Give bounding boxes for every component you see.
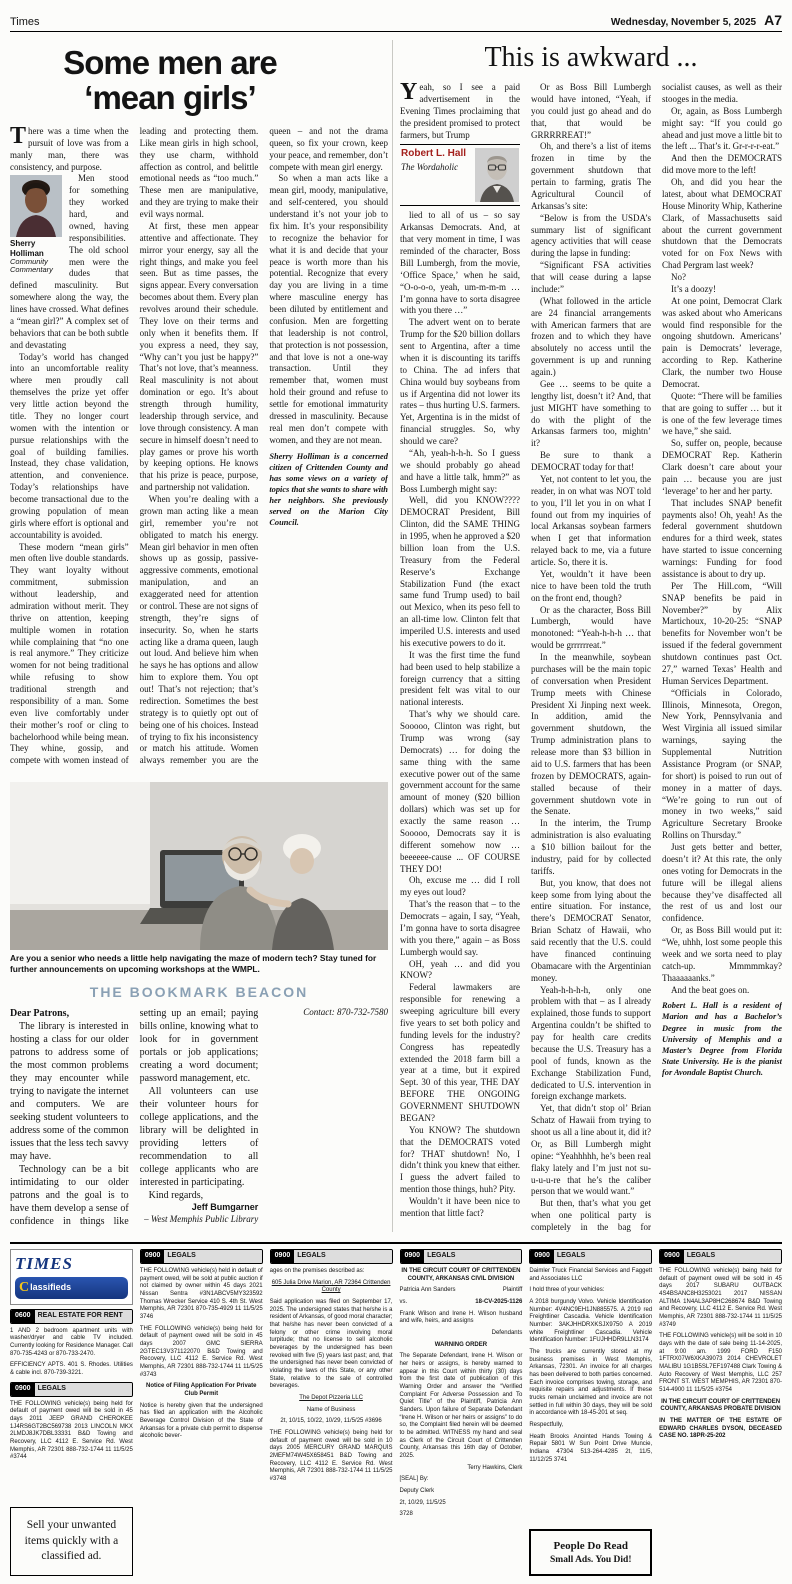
author-name: Sherry Holliman (10, 239, 44, 258)
article-paragraph: Yet, that didn’t stop ol’ Brian Schatz of Hawaii from trying to shoot us all a line about it, did it? Or, as Bill Lumbergh might opine: “Yeahhhhh, he’s been real flaky lately and I’m just not su-u-u-u-re that he’s the caliber person that we would want.” (531, 1103, 651, 1197)
defendants-label: Defendants (491, 1329, 523, 1336)
issue-date: Wednesday, November 5, 2025 (610, 17, 757, 28)
article-paragraph: Men stood for something they worked hard, and owned, having responsibilities. The old school men were the dudes that defined masculinity. But somewhere along the way, the lines have crossed. What defines a “mean girl?” A complex set of behaviors that can be both subtle and devastating (10, 173, 129, 350)
category-label: LEGALS (684, 1250, 781, 1263)
article-paragraph: Per The Hill.com, “Will SNAP benefits be paid in November?” by Alix Martichoux, 10-20-25: “SNAP benefits for November won’t be issued if the federal government shutdown continues past Oct. 27,” warned Texas’ Health and Human Services Department. (662, 580, 782, 686)
article-this-is-awkward (400, 40, 782, 1234)
house-ad-line2: Small Ads. You Did! (550, 1554, 632, 1565)
article-paragraph: At one point, Democrat Clark was asked about who Americans would find responsible for the ongoing shutdown. Americans’ pain is Democrats’ leverage, according to Rep. Katherine Clark, the number two House Democrat. (662, 295, 782, 389)
classified-ad-efficiency: EFFICIENCY APTS. 401 S. Rhodes. Utilities & cable incl. 870-739-3221. (10, 1362, 133, 1376)
article-paragraph: At first, these men appear attentive and affectionate. They mirror your energy, say all the right things, and make you feel seen. But as time passes, the signs appear. Every conversation becomes about them. Every plan revolves around their schedule. They love on their terms and only when it benefits them. If you express a need, they say, “Why can’t you just be happy?” That’s not love, that’s meanness. Real masculinity is not about domination or ego. It’s about strength through humility, leadership through service, and love through consistency. A man secure in himself doesn’t need to play games or prove his worth by keeping options. He knows that his prize is peace, purpose, and partnership not validation. (139, 220, 259, 493)
vs-label: vs. (399, 1298, 408, 1305)
article-paragraph: But, you know, that does not keep some from lying about the entire situation. For instance, there’s DEMOCRAT Senator, Brian Schatz of Hawaii, who said recently that the U.S. could have financed continuing Obamacare with the Argentinian money. (531, 877, 651, 983)
portrait-sherry-holliman (10, 175, 62, 237)
estate-notice: IN THE MATTER OF THE ESTATE OF EDWARD CHARLES DYSON, DECEASED CASE NO. 18PR-25-202 (659, 1418, 782, 1440)
signature-org: – West Memphis Public Library (144, 1213, 259, 1224)
legal-notice-nissan-sentra: THE FOLLOWING vehicle(s) held in default of payment owed, will be sold at public auction if not claimed by owner within 45 days 2021 Nissan Sentra #3N1ABCV5MY323592 Thomas Wrecker Service 410 S. 4th St. West Memphis, AR 72301 870-735-4929 11 11/5/25 3746 (139, 1267, 263, 1320)
legal-notice-addressee: Daimler Truck Financial Services and Faggett and Associates LLC (529, 1267, 653, 1282)
author-box (10, 175, 64, 275)
classifieds-section (10, 1242, 782, 1576)
article-paragraph: Be sure to thank a DEMOCRAT today for that! (531, 450, 651, 472)
defendants-names: Frank Wilson and Irene H. Wilson husband and wife, heirs, and assigns (399, 1310, 523, 1325)
article-paragraph: Or as Boss Bill Lumbergh would have intoned, “Yeah, if you could just go ahead and do that, that would be GRRRRREAT!” (531, 82, 651, 140)
article-paragraph: These modern “mean girls” men often live double standards. They want loyalty without commitment, submission without leadership, and admiration without merit. They thrive on attention, keeping multiple women in rotation while complaining that “no one is real anymore.” They criticize women for not being traditional while refusing to show traditional strength and responsibility of a man. Some even live comfortably under their mother’s roof or cling to bachelorhood while being mean. They whine, gossip, and compete with women instead of leading and protecting them. Like mean girls in high school, they use charm, withhold affection as control, and belittle emotional needs as “too much.” These men are manipulative, and they are trying to make their evil ways normal. (10, 125, 259, 766)
logo-classifieds-text: lassifieds (30, 1281, 72, 1292)
house-ad-small-ads (529, 1529, 652, 1576)
category-code: 0900 (141, 1250, 165, 1263)
court-heading-civil: IN THE CIRCUIT COURT OF CRITTENDEN COUNTY, ARKANSAS CIVIL DIVISION (401, 1267, 521, 1282)
article-paragraph: No? (671, 272, 686, 282)
logo-classifieds-bar (15, 1277, 128, 1299)
seal-line: [SEAL] By: (399, 1476, 429, 1483)
classifieds-column-1 (10, 1249, 133, 1576)
article-paragraph: Technology can be a bit intimidating to our older patrons and the goal is to have them develop a sense of confidence in things like setting up an email; paying bills online, knowing what to look for in government portals or job applications; creating a word document; password management, etc. (10, 1008, 259, 1227)
article-paragraph: And the beat goes on. (671, 984, 750, 995)
article-paragraph: It’s a doozy! (671, 283, 716, 294)
legal-notice-gmc-sierra: THE FOLLOWING vehicle(s) being held for default of payment owed will be sold in 45 days 2007 GMC SIERRA 2GTEC13V371122070 B&D Towing and Recovery, LLC 4112 E. Service Rd. West Memphis, AR 72301 888-732-1744 11 11/5/25 #3743 (139, 1325, 263, 1378)
publication-dates: 2t, 10/29, 11/5/25 (399, 1499, 446, 1506)
lead-paragraph: Yeah, so I see a paid advertisement in the Evening Times proclaiming that the president promised to protect farmers, but Trump (400, 82, 520, 140)
category-label: LEGALS (294, 1250, 391, 1263)
article-paragraph: So when a man acts like a mean girl, moody, manipulative, and self-centered, you should understand it’s not your job to fix him. It’s your responsibility to recognize the behavior for what it is and decide that your peace is worth more than his potential. Recognize that every day you are living in a time where masculine energy has been diluted by entitlement and confusion. Men are forgetting that leadership is not control, that protection is not possession, and that love is not a one-way transaction. Until they remember that, women must hold their ground and refuse to settle for emotional immaturity dressed in masculinity. Because real men don’t compete with women, and they are not mean. (269, 173, 388, 445)
case-number: 18-CV-2025-1126 (475, 1298, 523, 1305)
bookmark-letter (10, 1007, 388, 1233)
article-paragraph: Yeah-h-h-h-h, only one problem with that – as I already explained, those funds to support Argentina couldn’t be shifted to pay for health care credits because the U.S. Treasury has a pool of funds, known as the Exchange Stabilization Fund, dedicated to U.S. intervention in foreign exchange markets. (531, 984, 651, 1102)
article-mean-girls (10, 40, 388, 776)
classifieds-column-5 (529, 1249, 652, 1576)
article-paragraph: In the meanwhile, soybean purchases will be the main topic of conversation when President Trump meets with Chinese President Xi Jinping next week. In addition, amid the government shutdown, the Trump administration plans to release more than $3 billion in aid to U.S. farmers that has been frozen by DEMOCRATS, again-stalled because of their government shutdown vote in the Senate. (531, 652, 651, 817)
author-role: The Wordaholic (401, 161, 459, 172)
article-paragraph: So, suffer on, people, because DEMOCRAT Rep. Katherin Clark doesn’t care about your pain … because you are just ‘leverage’ to her and her party. (662, 438, 782, 496)
contact-line: Contact: 870-732-7580 (303, 1007, 388, 1017)
article-paragraph: “Officials in Colorado, Illinois, Minnesota, Oregon, New York, Pennsylvania and West Virginia all issued similar warnings, saying the Supplemental Nutrition Assistance Program (or SNAP, for short) is poised to run out of money in a matter of days. “We’re going to run out of money in two weeks,” said Agriculture Secretary Brooke Rollins on Thursday.” (662, 687, 782, 841)
signature-name: Jeff Bumgarner (191, 1202, 259, 1212)
article-paragraph: OH, yeah … and did you KNOW? (400, 958, 520, 981)
classified-ad-apartments: 1 AND 2 bedroom apartment units with washer/dryer and cable TV included. Currently looking for Residence Manager. Call 870-735-4243 or 870-733-2470. (10, 1327, 133, 1357)
legal-notice-ford-chevrolet: THE FOLLOWING vehicle(s) will be sold in 10 days with the date of sale being 11-14-2025, at 9:00 am. 1999 FORD F150 1FTRX07W6XKA39073 2014 CHEVROLET MALIBU 1G1B5SL7EF197488 Clark Towing & Auto Recovery of West Memphis, LLC 257 FRONT ST. WEST MEMPHIS, AR 72301 870-514-4900 11 11/5/25 #3754 (659, 1333, 782, 1394)
legal-notice-premises-address: 605 Julia Drive Marion, AR 72364 Crittenden County (271, 1279, 391, 1294)
category-header-legals (10, 1382, 133, 1397)
category-label: LEGALS (164, 1250, 261, 1263)
article-paragraph: But then, that’s what you get when one political party is completely in the bag for socialist causes, as well as their stooges in the media. (531, 82, 782, 1232)
classifieds-column-2 (140, 1249, 263, 1576)
legal-notice-permit-continued: ages on the premises described as: (269, 1267, 365, 1274)
article-body (400, 82, 782, 1234)
category-code: 0900 (11, 1383, 35, 1396)
legal-notice-mercury-marquis: THE FOLLOWING vehicle(s) being held for default of payment owed will be sold in 10 days 2005 MERCURY GRAND MARQUIS 2MEFM74W45X658451 B&D Towing and Recovery, LLC 4112 E. Service Rd. West Memphis, AR 72301 888-732-1744 11 11/5/25 #3748 (269, 1430, 393, 1483)
category-label: LEGALS (554, 1250, 651, 1263)
masthead-bar (10, 8, 782, 32)
article-paragraph: Wouldn’t it have been nice to mention that little fact? (400, 1196, 520, 1218)
author-bio: Robert L. Hall is a resident of Marion and has a Bachelor’s Degree in music from the University of Memphis and a Master’s Degree from Florida State University. He is the pianist for Avondale Baptist Church. (662, 1001, 782, 1077)
article-paragraph: It was the first time the fund had been used to help stabilize a foreign currency that a sitting president felt was vital to our national interests. (400, 649, 520, 708)
court-heading-probate: IN THE CIRCUIT COURT OF CRITTENDEN COUNTY, ARKANSAS PROBATE DIVISION (660, 1398, 781, 1413)
article-paragraph: “Significant FSA activities that will cease during a lapse include:” (531, 260, 651, 294)
business-name: The Depot Pizzeria LLC (299, 1395, 363, 1402)
category-code: 0900 (660, 1250, 684, 1263)
category-header-legals (140, 1249, 263, 1264)
times-classifieds-logo (10, 1249, 133, 1305)
clerk-name: Terry Hawkins, Clerk (467, 1464, 523, 1471)
category-code: 0600 (11, 1310, 35, 1323)
legal-notice-trucks-body: The trucks are currently stored at my business premises in West Memphis, Arkansas, 72301. An invoice for all charges has been delivered to both parties concerned. Each invoice comprises towing, storage, and requisite repairs and adjustments. If these trucks remain unclaimed and invoice are not settled in full within 30 days, they will be sold in accordance with 18-45-201 et seq. (529, 1349, 653, 1417)
photo-caption: Are you a senior who needs a little help navigating the maze of modern tech? Stay tuned for further announcements on upcoming workshops at the WMPL. (10, 953, 377, 974)
article-paragraph: Oh, excuse me … did I roll my eyes out loud? (400, 875, 520, 898)
page-number: A7 (764, 12, 782, 28)
legal-notice-club-permit-title: Notice of Filing Application For Private Club Permit (146, 1383, 257, 1398)
article-paragraph: Quote: “There will be families that are going to suffer … but it is one of the few leverage times we have,” she said. (662, 390, 782, 437)
salutation: Dear Patrons, (10, 1008, 70, 1019)
article-paragraph: Yet, not content to let you, the reader, in on what was NOT told to you, I’ll let you in on what I found out from my inquiries of local Arkansas soybean farmers when I get that information relayed back to me, via a future article. So, there it is. (531, 473, 651, 567)
category-header-legals (400, 1249, 523, 1264)
article-paragraph: In the interim, the Trump administration is also evaluating a $10 billion bailout for the industry, paid for by collected tariffs. (531, 818, 651, 876)
article-paragraph: Today’s world has changed into an uncomfortable reality where men proudly call themselves the prize yet offer very little action beyond the title. They no longer court women with the intention or pursue relationships with the goal of building families. Instead, they chase validation, attention, and convenience. Today’s relationships have become transactional due to the growing population of mean girls where effort is optional and accountability is avoided. (10, 351, 129, 540)
category-code: 0900 (401, 1250, 425, 1263)
article-paragraph: Yet, wouldn’t it have been nice to have been told the truth on the front end, though? (531, 568, 651, 603)
plaintiff-label: Plaintiff (502, 1287, 523, 1294)
article-paragraph: You KNOW? The shutdown that the DEMOCRATS voted for? THAT shutdown! No, I didn’t think you knew that either. I guess the advert failed to mention those things, huh? Pity. (400, 1124, 520, 1195)
article-paragraph: Oh, and there’s a list of items frozen in time by the government shutdown that pertain to farming, gratis The Agricultural Council of Arkansas’s site: (531, 141, 651, 211)
article-paragraph: Or, again, as Boss Lumbergh might say: “If you could go ahead and just move a little bit to the left ... That’s it. Gr-r-r-r-eat.” (662, 105, 782, 152)
deputy-clerk-line: Deputy Clerk (399, 1488, 435, 1495)
bookmark-beacon-section (10, 984, 388, 1233)
article-paragraph: Gee … seems to be quite a lengthy list, doesn’t it? And, that just MIGHT have something to do with the plight of the Arkansas farmers too, mightn’ it? (531, 378, 651, 449)
house-ad-line1: People Do Read (553, 1540, 629, 1553)
article-paragraph: The advert went on to berate Trump for the $20 billion dollars sent to Argentina, after a time when it is discounting its tariffs to China. The ad infers that China would buy soybeans from us if Argentina did not lower its rates – thus hurting U.S. farmers. Yet, Argentina is in the midst of financial struggles. So, why should we care? (400, 317, 520, 446)
article-paragraph: That’s why we should care. Sooooo, Clinton was right, but Trump was wrong (say Democrats) … for doing the same thing with the same executive power out of the same government account for the same amount of money ($20 billion dollars) which was set up for exactly the same reason … Sooooo, Democrats say it is different somehow now … beeeeee-cause ... OF COURSE THEY DO! (400, 709, 520, 874)
article-paragraph: And then the DEMOCRATS did move more to the left! (662, 153, 782, 176)
article-paragraph: Federal lawmakers are responsible for renewing a sweeping agriculture bill every five years to set both policy and funding levels for the industry? Congress has repeatedly extended the 2018 farm bill a year at a time, but it expired Sept. 30 of this year, THE DAY BEFORE THE ONGOING GOVERNMENT SHUTDOWN BEGAN? (400, 982, 520, 1123)
article-paragraph: Well, did you KNOW???? DEMOCRAT President, Bill Clinton, did the SAME THING in 1995, when he approved a $20 billion loan from the U.S. Treasury from the Federal Reserve’s Exchange Stabilization Fund (the exact same fund Trump used) to bail out Mexico, when its peso fell to an all-time low. Clinton felt that imperiled U.S. interests and used his executive powers to do it. (400, 495, 520, 648)
category-label: REAL ESTATE FOR RENT (35, 1310, 132, 1323)
notice-number: 3728 (399, 1511, 413, 1518)
article-paragraph: “Below is from the USDA’s summary list of significant agency activities that will cease during the lapse in funding: (531, 212, 651, 259)
classifieds-column-4 (400, 1249, 523, 1576)
classifieds-column-3 (270, 1249, 393, 1576)
paper-name: Times (10, 16, 40, 28)
article-paragraph: “Ah, yeah-h-h-h. So I guess we should probably go ahead and have a little talk, hmm?” as Boss Lumbergh might say: (400, 447, 520, 494)
headline-awkward: This is awkward ... (484, 42, 698, 73)
seniors-laptop-photo (10, 782, 388, 950)
legal-notice-subaru-nissan: THE FOLLOWING vehicle(s) being held for default of payment owed will be sold in 45 days 2017 SUBARU OUTBACK 4S4BSANC8H3253021 2017 NISSAN ALTIMA 1N4AL3AP8HC268674 B&D Towing and Recovery, LLC 4112 E. Service Rd. West Memphis, AR 72301 888-732-1744 11 11/5/25 #3749 (659, 1267, 782, 1328)
article-paragraph: That’s the reason that – to the Democrats – again, I say, “Yeah, I’m gonna have to sorta disagree with you there,” again – as Boss Lumbergh would say. (400, 899, 520, 957)
column-divider (392, 40, 393, 1232)
category-header-legals (270, 1249, 393, 1264)
category-label: LEGALS (424, 1250, 521, 1263)
legal-notice-club-permit-body: Notice is hereby given that the undersigned has filed an application with the Alcoholic Beverage Control Division of the State of Arkansas for a private club permit to dispense alcoholic bever- (139, 1402, 263, 1440)
article-paragraph: Or, as Boss Bill would put it: “We, uhhh, lost some people this week and we sorta need to play catch-up. Mmmmmkay? Thaaaaaanks.” (662, 925, 782, 983)
article-paragraph: The library is interested in hosting a class for our older patrons to address some of the most common problems they may encounter while trying to navigate the internet and computers. We are seeking student volunteers to address some of the common issues that the less tech savvy may have. (10, 1021, 129, 1162)
article-body (10, 126, 388, 776)
bookmark-beacon-title: THE BOOKMARK BEACON (89, 984, 309, 1000)
article-paragraph: Or as the character, Boss Bill Lumbergh, would have monotoned: “Yeah-h-h-h … that would be grrrrrreat.” (531, 604, 651, 651)
case-row (400, 1299, 523, 1307)
legal-notice-signature: Heath Brooks Anointed Hands Towing & Repair 5801 W Sun Point Drive Muncie, Indiana 47304 513-264-4285 2t, 11/5, 11/12/25 3741 (529, 1433, 653, 1463)
article-paragraph: Just gets better and better, doesn’t it? At this rate, the only ones voting for Democrats in the future will be illegal aliens because they’ve disaffected all the rest of us and lost our confidence. (662, 842, 782, 924)
warning-order-title: WARNING ORDER (434, 1341, 488, 1348)
category-header-legals (659, 1249, 782, 1264)
author-name: Robert L. Hall (401, 148, 467, 160)
legal-notice-permit-body: Said application was filed on September 17, 2025. The undersigned states that he/she is a resident of Arkansas, of good moral character; that he/she has never been convicted of a felony or other crime involving moral turpitude; that no license to sell alcoholic beverages by the undersigned has been revoked with five (5) years last past; and, that the undersigned has never been convicted of violating the laws of this State, or any other State, relative to the sale of controlled beverages. (269, 1298, 393, 1390)
article-paragraph: That includes SNAP benefit payments also! Oh, yeah! As the federal government shutdown endures for a third week, states have started to issue concerning warnings: Funding for food assistance is about to dry up. (662, 497, 782, 579)
feature-photo (10, 782, 388, 975)
publication-dates: 2t, 10/15, 10/22, 10/29, 11/5/25 #3696 (280, 1418, 382, 1425)
classifieds-column-6 (659, 1249, 782, 1576)
author-bio: Sherry Holliman is a concerned citizen of Crittenden County and has some views on a variety of topics that she wants to share with her neighbors. She previously served on the Marion City Council. (269, 451, 388, 528)
category-header-legals (529, 1249, 652, 1264)
legal-notice-vehicle-list: A 2018 burgundy Volvo. Vehicle Identification Number: 4V4NC9EH1JN885575. A 2019 red Freightliner Cascadia. Vehicle Identification Number: 3AKJHHDRXKSJX9750 A 2019 white Freightliner Cascadia. Vehicle Identification Number: 1FUJHHDR9LLN3174 (529, 1298, 653, 1344)
warning-order-body: The Separate Defendant, Irene H. Wilson or her heirs or assigns, is hereby warned to appear in this Court within thirty (30) days from the first date of publication of this Warning Order and answer the “Verified Complaint For Adverse Possession and To Quiet Title” of the Plaintiff, Patricia Ann Sanders. Upon failure of Separate Defendant “Irene H. Wilson or her heirs or assigns” to do so, the Complaint filed herein will be deemed to be admitted. WITNESS my hand and seal as Clerk of the Circuit Court of Crittenden County, Arkansas this 16th day of October, 2025. (399, 1353, 523, 1460)
respectfully-line: Respectfully, (529, 1422, 564, 1429)
category-label: LEGALS (35, 1383, 132, 1396)
business-name-label: Name of Business (306, 1406, 356, 1413)
legal-notice-jeep-lincoln: THE FOLLOWING vehicle(s) being held for default of payment owed will be sold in 45 days 2011 JEEP GRAND CHEROKEE 1J4RS6GT2BC569738 2013 LINCOLN MKX 2LMDJ8JK7DBL33331 B&D Towing and Recovery, LLC 4112 E. Service Rd. West Memphis, AR 72301 888-732-1744 11 11/5/25 #3744 (10, 1400, 133, 1461)
sell-ad-box: Sell your unwanted items quickly with a classified ad. (10, 1507, 133, 1576)
logo-times-text: TIMES (15, 1254, 73, 1273)
author-box (400, 144, 520, 206)
plaintiff-name: Patricia Ann Sanders (399, 1287, 456, 1294)
category-code: 0900 (271, 1250, 295, 1263)
article-paragraph: When you’re dealing with a grown man acting like a mean girl, remember you’re not obligated to match his energy. Mean girl behavior in men often shows up as gossip, passive-aggressive comments, emotional manipulation, and an exaggerated need for attention or control. These are not signs of strength, they’re signs of insecurity. So, when he starts acting like a drama queen, laugh out loud. And believe him when he says he has options and allow him to explore them. You opt out! That’s not rejection; that’s redirection. Sometimes the best strategy is to quietly opt out of being one of his choices. Instead of trying to fix his inconsistency or match his attitude. Women always remember you are the queen – and not the drama queen, so fix your crown, keep your peace, and remember, don’t compete with mean girl energy. (139, 125, 388, 766)
plaintiff-row (400, 1287, 523, 1295)
category-header-real-estate (10, 1309, 133, 1324)
portrait-robert-hall (475, 148, 519, 202)
regards: Kind regards, (148, 1190, 204, 1201)
lead-paragraph: There was a time when the pursuit of love was from a manly man, there was consistency, and purpose. (10, 125, 129, 172)
article-paragraph: (What followed in the article are 24 financial arrangements with American farmers that are frozen and to which they have absolutely no access until the government is up and running again.) (531, 295, 651, 377)
article-paragraph: All volunteers can use their volunteer hours for college applications, and the library will be delighted in providing letters of recommendation to all college applicants who are interested in participating. (139, 1086, 259, 1188)
logo-c-initial: C (19, 1279, 30, 1295)
author-role: Community Commentary (10, 256, 53, 275)
headline-mean-girls: Some men are ‘mean girls’ (63, 44, 277, 116)
article-paragraph: Oh, and did you hear the latest, about what DEMOCRAT House Minority Whip, Katherine Clark, of Massachusetts said about the current government shutdown that the Democrats voted for on Fox News with Chad Pergram last week? (662, 177, 782, 271)
article-paragraph: lied to all of us – so say Arkansas Democrats. And, at that very moment in time, I was reminded of the character, Boss Bill Lumbergh, from the movie, ‘Office Space,’ when he said, “O-o-o-o, yeah, um-m-m-m … I’m gonna have to sorta disagree with you there …” (400, 210, 520, 316)
category-code: 0900 (530, 1250, 554, 1263)
legal-notice-hold-line: I hold three of your vehicles: (529, 1287, 605, 1294)
